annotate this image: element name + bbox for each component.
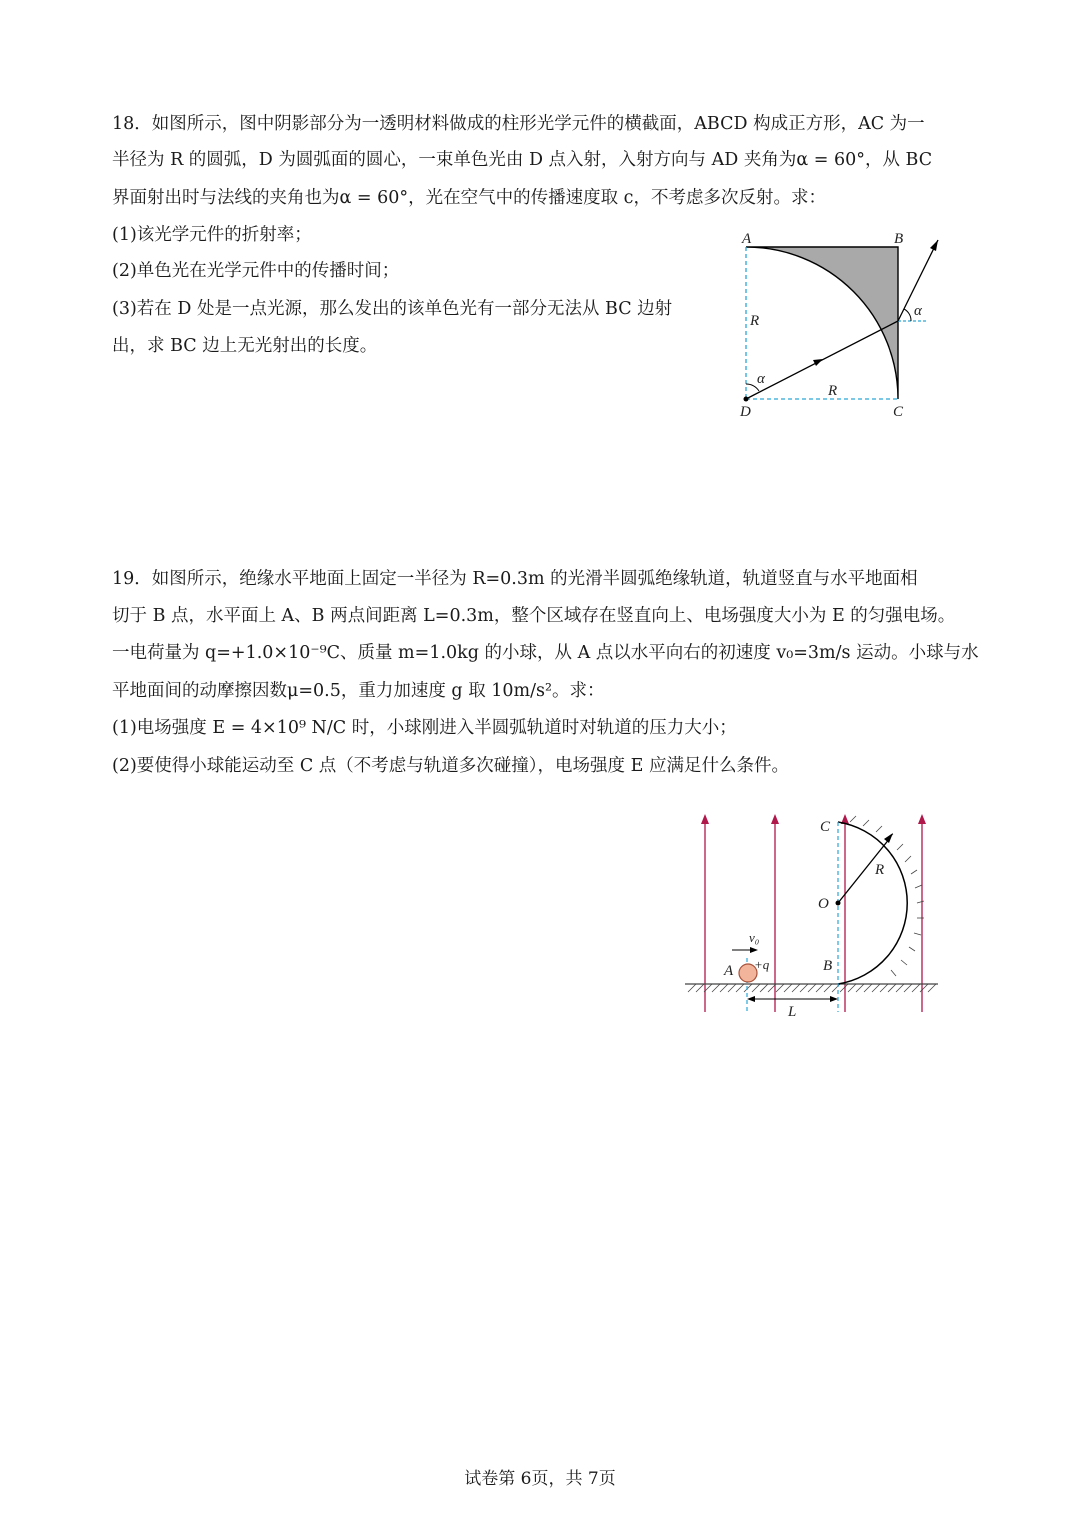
q18-figure	[720, 226, 950, 426]
distance-right-arrow-icon	[830, 996, 838, 1002]
angle-arc-exit	[904, 309, 911, 321]
label-A: A	[724, 963, 734, 979]
q18-line-5: (2)单色光在光学元件中的传播时间；	[112, 261, 400, 281]
label-alpha-D: α	[757, 371, 765, 387]
ray-arrow-icon	[813, 359, 823, 366]
q19-line-2: 切于 B 点，水平面上 A、B 两点间距离 L=0.3m，整个区域存在竖直向上、电场强度大小为 E 的匀强电场。	[112, 606, 956, 626]
label-R-bottom: R	[828, 383, 838, 399]
q18-line-2: 半径为 R 的圆弧，D 为圆弧面的圆心，一束单色光由 D 点入射，入射方向与 AD 夹角为α = 60°，从 BC	[112, 150, 933, 170]
q18-line-7: 出，求 BC 边上无光射出的长度。	[112, 336, 378, 356]
label-C: C	[893, 404, 904, 420]
label-D: D	[740, 404, 751, 420]
point-D	[744, 397, 749, 402]
label-v0: v₀	[749, 930, 760, 945]
exit-arrow-icon	[930, 240, 938, 251]
semicircle-track	[838, 822, 907, 984]
label-B: B	[894, 231, 904, 247]
label-charge: +q	[754, 957, 770, 972]
field-lines	[701, 814, 926, 1012]
q19-line-4: 平地面间的动摩擦因数μ=0.5，重力加速度 g 取 10m/s²。求：	[112, 681, 605, 701]
q18-line-6: (3)若在 D 处是一点光源，那么发出的该单色光有一部分无法从 BC 边射	[112, 299, 673, 319]
q18-line-4: (1)该光学元件的折射率；	[112, 225, 312, 245]
page-footer: 试卷第 6页，共 7页	[464, 1469, 616, 1489]
q18-line-1: 18．如图所示，图中阴影部分为一透明材料做成的柱形光学元件的横截面，ABCD 构成正方形，AC 为一	[112, 114, 925, 134]
distance-left-arrow-icon	[747, 996, 755, 1002]
label-O: O	[818, 896, 829, 912]
label-B: B	[823, 958, 833, 974]
label-R-left: R	[750, 313, 760, 329]
q19-line-3: 一电荷量为 q=+1.0×10⁻⁹C、质量 m=1.0kg 的小球，从 A 点以水平向右的初速度 v₀=3m/s 运动。小球与水	[112, 643, 979, 663]
label-L: L	[788, 1004, 797, 1020]
q18-line-3: 界面射出时与法线的夹角也为α = 60°，光在空气中的传播速度取 c，不考虑多次反射。求：	[112, 188, 826, 208]
q19-figure	[680, 808, 950, 1028]
q19-line-5: (1)电场强度 E = 4×10⁹ N/C 时，小球刚进入半圆弧轨道时对轨道的压力大小；	[112, 718, 737, 738]
label-R: R	[875, 862, 885, 878]
shaded-region	[746, 247, 898, 399]
radius-arrow-icon	[884, 833, 893, 843]
q19-line-6: (2)要使得小球能运动至 C 点（不考虑与轨道多次碰撞），电场强度 E 应满足什么条件。	[112, 756, 789, 776]
velocity-arrow-icon	[750, 947, 758, 953]
label-C: C	[820, 819, 831, 835]
q19-line-1: 19．如图所示，绝缘水平地面上固定一半径为 R=0.3m 的光滑半圆弧绝缘轨道，轨道竖直与水平地面相	[112, 569, 918, 589]
label-A: A	[742, 231, 752, 247]
ground-hatching	[685, 984, 938, 992]
point-O	[836, 901, 841, 906]
label-alpha-exit: α	[914, 303, 922, 319]
